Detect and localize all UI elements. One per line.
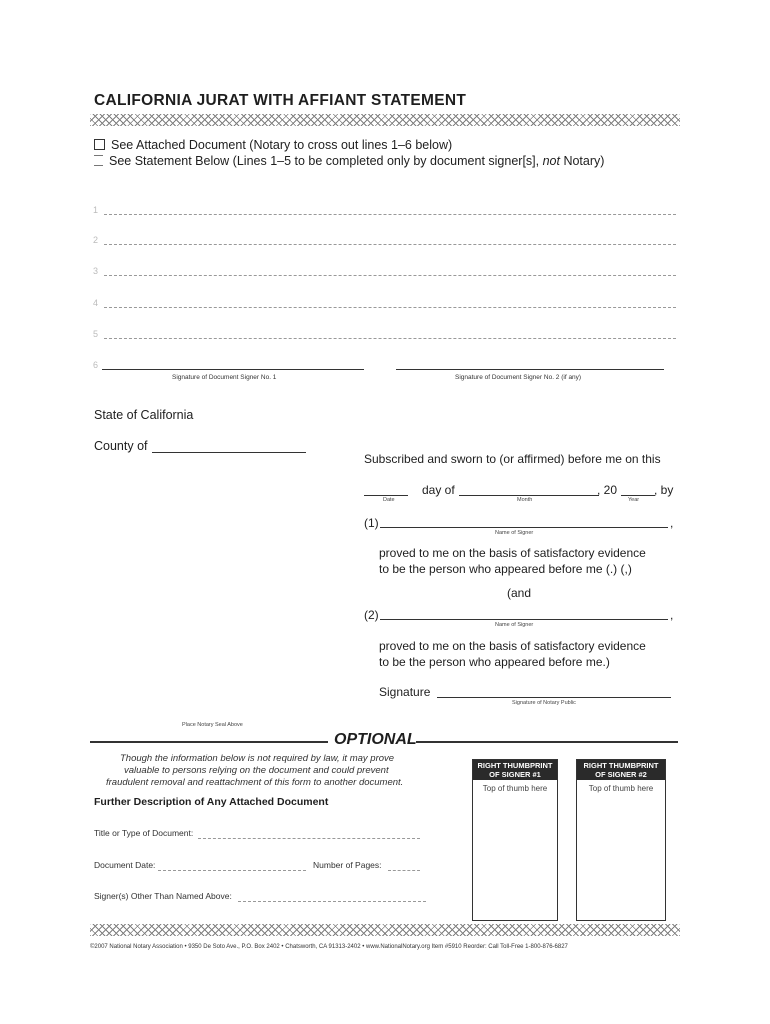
thumbprint-box-signer-1[interactable] (472, 759, 558, 921)
signer-2-name-line[interactable] (380, 619, 668, 620)
line-number-6: 6 (93, 360, 99, 370)
statement-line-4[interactable] (104, 307, 676, 308)
date-input-line[interactable] (364, 495, 408, 496)
line-number-5: 5 (93, 329, 99, 339)
option-see-below-suffix: Notary) (559, 154, 605, 168)
checkbox-see-below[interactable] (94, 155, 103, 166)
thumbprint-2-header (577, 760, 665, 780)
further-description-heading: Further Description of Any Attached Document (94, 796, 329, 808)
county-label: County of (94, 439, 148, 453)
signer-1-signature-label: Signature of Document Signer No. 1 (172, 374, 277, 381)
decorative-border-bottom (90, 924, 680, 936)
number-of-pages-label: Number of Pages: (313, 860, 382, 870)
date-caption: Date (383, 497, 395, 503)
line-number-3: 3 (93, 266, 99, 276)
statement-line-3[interactable] (104, 275, 676, 276)
line-number-4: 4 (93, 298, 99, 308)
thumbprint-box-signer-2[interactable] (576, 759, 666, 921)
notary-signature-label: Signature (379, 685, 431, 699)
line-number-2: 2 (93, 235, 99, 245)
signer-1-signature-line[interactable] (102, 369, 364, 370)
other-signers-line[interactable] (238, 901, 426, 902)
thumbprint-1-instruction: Top of thumb here (482, 784, 548, 793)
document-title-line[interactable] (198, 838, 420, 839)
thumbprint-2-header-line-1: RIGHT THUMBPRINT (583, 761, 659, 770)
signer-1-name-caption: Name of Signer (495, 530, 534, 536)
thumbprint-2-header-line-2: OF SIGNER #2 (595, 770, 647, 779)
optional-heading: OPTIONAL (334, 731, 417, 748)
year-caption: Year (628, 497, 640, 503)
thumbprint-2-instruction: Top of thumb here (588, 784, 654, 793)
signer-1-number: (1) (364, 516, 379, 530)
year-input-line[interactable] (621, 495, 655, 496)
and-text: (and (507, 586, 532, 600)
signer-2-number: (2) (364, 608, 379, 622)
statement-line-2[interactable] (104, 244, 676, 245)
option-see-below-not: not (542, 154, 560, 168)
day-of-text: day of (422, 483, 455, 497)
footer-text: ©2007 National Notary Association • 9350 De Soto Ave., P.O. Box 2402 • Chatsworth, CA 91313-2402 • www.NationalNotary.org Item #5910 Reorder: Call Toll-Free 1-800-876-6827 (90, 944, 568, 950)
proved-2-line-2: to be the person who appeared before me.) (379, 655, 610, 669)
signer-1-comma: , (670, 516, 674, 530)
optional-note-line-1: Though the information below is not required by law, it may prove (120, 753, 395, 764)
statement-line-1[interactable] (104, 214, 676, 215)
state-label: State of California (94, 408, 194, 422)
county-input-line[interactable] (152, 452, 306, 453)
number-of-pages-line[interactable] (388, 870, 420, 871)
optional-divider-left (90, 741, 328, 743)
document-title-label: Title or Type of Document: (94, 828, 194, 838)
notary-signature-caption: Signature of Notary Public (512, 700, 576, 706)
document-date-line[interactable] (158, 870, 306, 871)
proved-1-line-2: to be the person who appeared before me (.) (,) (379, 562, 632, 576)
thumbprint-1-header (473, 760, 557, 780)
signer-2-comma: , (670, 608, 674, 622)
year-prefix-text: , 20 (597, 483, 618, 497)
proved-1-line-1: proved to me on the basis of satisfactory evidence (379, 546, 646, 560)
form-title: CALIFORNIA JURAT WITH AFFIANT STATEMENT (94, 92, 467, 109)
option-see-attached[interactable] (94, 138, 452, 152)
line-number-1: 1 (93, 205, 99, 215)
signer-2-name-caption: Name of Signer (495, 622, 534, 628)
option-see-attached-label: See Attached Document (Notary to cross out lines 1–6 below) (111, 138, 453, 152)
signer-2-signature-line[interactable] (396, 369, 664, 370)
option-see-below-prefix: See Statement Below (Lines 1–5 to be completed only by document signer[s], (109, 154, 543, 168)
month-caption: Month (517, 497, 533, 503)
statement-line-5[interactable] (104, 338, 676, 339)
thumbprint-1-header-line-1: RIGHT THUMBPRINT (477, 761, 553, 770)
subscribed-sworn-text: Subscribed and sworn to (or affirmed) before me on this (364, 452, 661, 466)
proved-2-line-1: proved to me on the basis of satisfactory evidence (379, 639, 646, 653)
optional-note-line-3: fraudulent removal and reattachment of this form to another document. (106, 777, 404, 788)
option-see-below[interactable] (94, 154, 604, 168)
thumbprint-1-header-line-2: OF SIGNER #1 (489, 770, 541, 779)
other-signers-label: Signer(s) Other Than Named Above: (94, 891, 232, 901)
checkbox-see-attached[interactable] (94, 139, 105, 150)
optional-divider-right (416, 741, 678, 743)
decorative-border-top (90, 114, 680, 126)
by-text: , by (654, 483, 674, 497)
notary-signature-line[interactable] (437, 697, 671, 698)
document-date-label: Document Date: (94, 860, 156, 870)
optional-note-line-2: valuable to persons relying on the document and could prevent (124, 765, 389, 776)
signer-1-name-line[interactable] (380, 527, 668, 528)
notary-seal-label: Place Notary Seal Above (182, 722, 243, 728)
signer-2-signature-label: Signature of Document Signer No. 2 (if any) (455, 374, 582, 381)
month-input-line[interactable] (459, 495, 599, 496)
